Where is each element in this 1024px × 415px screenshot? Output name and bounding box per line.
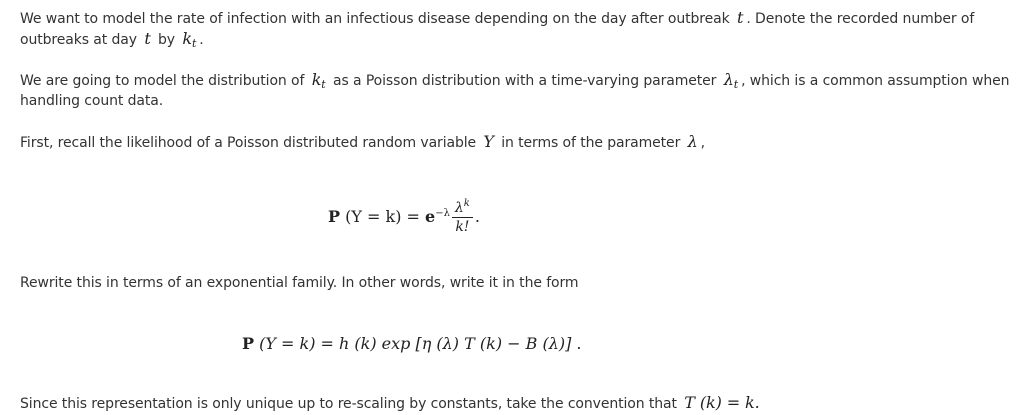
eq1-fraction-numerator (452, 197, 473, 218)
math-t-of-k: T (k) = k. (684, 393, 760, 412)
math-k-t-2 (309, 70, 329, 89)
eq1-exp-power: −λ (435, 208, 450, 219)
eq1-fraction-denominator: k! (455, 218, 470, 235)
eq1-num-sup: k (463, 197, 470, 209)
eq2-rest: (Y = k) = h (k) exp [η (λ) T (k) − B (λ)] . (254, 334, 582, 353)
math-lambda-subscript: t (733, 78, 739, 91)
model-text-a: We are going to model the distribution of (20, 73, 309, 89)
equation-poisson-pmf (328, 192, 480, 242)
eq1-prob-symbol: P (328, 207, 341, 226)
paragraph-model (20, 70, 1010, 111)
math-k-base-2: k (311, 70, 322, 89)
convention-text-a: Since this representation is only unique up to re-scaling by constants, take the convention that (20, 396, 682, 412)
math-y: Y (483, 132, 494, 151)
intro-text-c: by (153, 32, 180, 48)
recall-text-c: , (700, 135, 705, 151)
math-k-t (179, 29, 199, 48)
eq1-exp-base: e (425, 207, 436, 226)
model-text-b: as a Poisson distribution with a time-varying parameter (328, 73, 721, 89)
recall-text-a: First, recall the likelihood of a Poisson distributed random variable (20, 135, 481, 151)
math-lambda-t (721, 70, 741, 89)
math-lambda-base: λ (723, 70, 734, 89)
intro-text-a: We want to model the rate of infection with an infectious disease depending on the day after outbreak (20, 11, 735, 27)
equation-exponential-family (242, 330, 582, 358)
eq1-num-lambda: λ (454, 199, 464, 216)
math-k-base: k (182, 29, 192, 48)
intro-text-b: . Denote the recorded number of outbreaks at day (20, 11, 975, 48)
recall-text-b: in terms of the parameter (496, 135, 685, 151)
eq1-exponential (425, 207, 450, 227)
paragraph-rewrite (20, 273, 578, 293)
math-k-subscript: t (191, 37, 197, 50)
paragraph-intro (20, 8, 1010, 50)
paragraph-recall (20, 132, 705, 153)
model-text-c: , which is a common assumption when handling count data. (20, 73, 1010, 109)
paragraph-convention (20, 393, 763, 414)
eq2-prob-symbol: P (242, 334, 255, 353)
math-lambda: λ (687, 132, 698, 151)
math-t: t (737, 8, 744, 27)
math-k-subscript-2: t (321, 78, 326, 91)
eq1-lhs-args: (Y = k) = (340, 207, 426, 226)
rewrite-text: Rewrite this in terms of an exponential family. In other words, write it in the form (20, 275, 579, 291)
eq1-fraction (452, 197, 473, 235)
intro-text-d: . (199, 32, 204, 48)
math-t-2: t (144, 29, 151, 48)
eq1-trail: . (474, 207, 480, 226)
